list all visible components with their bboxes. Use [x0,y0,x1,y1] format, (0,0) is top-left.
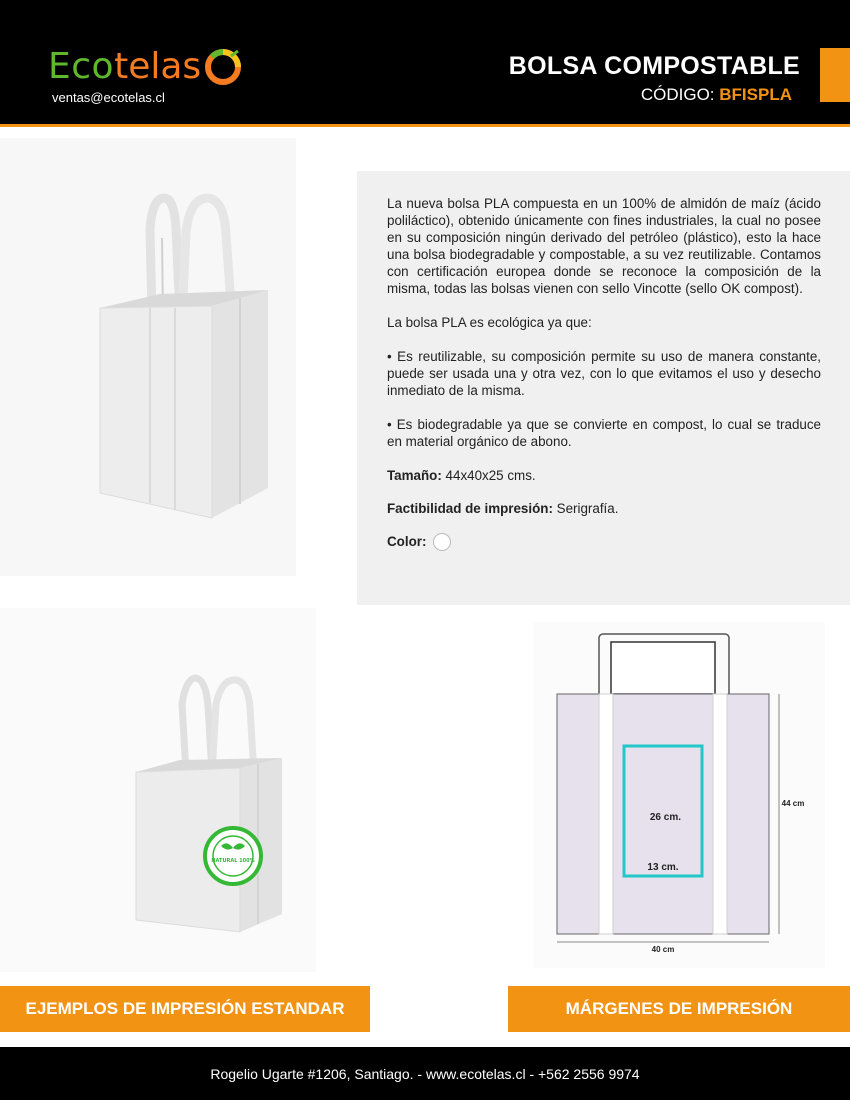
size-label: Tamaño: [387,468,442,483]
description-paragraph: La bolsa PLA es ecológica ya que: [387,315,592,330]
product-code [641,85,792,105]
natural-stamp-icon [205,828,261,884]
product-photo [0,138,296,576]
benefit-item: • Es biodegradable ya que se convierte en compost, lo cual se traduce en material orgánico de abono. [387,417,821,449]
white-color-swatch[interactable] [433,533,451,551]
print-example-photo [0,608,316,972]
bag-dimensions-diagram [533,622,825,968]
header-divider [0,124,850,127]
print-examples-banner: EJEMPLOS DE IMPRESIÓN ESTANDAR [0,986,370,1032]
stamp-text: NATURAL 100% [211,858,255,864]
print-width-label: 13 cm. [647,862,679,873]
size-spec [387,467,821,484]
bag-height-label: 44 cm [781,799,805,808]
print-value: Serigrafía. [556,501,619,516]
benefit-item: • Es reutilizable, su composición permite su uso de manera constante, puede ser usada una y otra vez, con lo que evitamos el uso y desecho inmediato de la misma. [387,349,821,398]
size-value: 44x40x25 cms. [445,468,536,483]
code-label: CÓDIGO: [640,85,715,104]
description-paragraph: La nueva bolsa PLA compuesta en un 100% de almidón de maíz (ácido poliláctico), obtenido únicamente con fines industriales, la cual no posee en su composición ningún derivado del petróleo (plástico), esto la hace una bolsa biodegradable y compostable, a su vez reutilizable. Contamos con certificación europea donde se reconoce la composición de la misma, todas las bolsas vienen con sello Vincotte (sello OK compost). [387,196,821,296]
bag-width-label: 40 cm [651,945,675,954]
print-margins-diagram [533,622,825,968]
contact-email[interactable]: ventas@ecotelas.cl [52,90,165,105]
ecotelas-logo[interactable] [48,44,242,90]
printed-tote-bag-image [0,608,316,972]
header-accent-tab [820,48,850,102]
print-spec [387,500,821,517]
logo-telas-text: telas [114,46,202,87]
description-panel [357,171,850,605]
footer-contact: Rogelio Ugarte #1206, Santiago. - www.ecotelas.cl - +562 2556 9974 [0,1047,850,1100]
color-spec [387,533,821,551]
print-margins-banner: MÁRGENES DE IMPRESIÓN [508,986,850,1032]
logo-eco-text: Eco [48,46,115,87]
code-value: BFISPLA [719,85,792,104]
print-label: Factibilidad de impresión: [387,501,553,516]
white-tote-bag-image [0,138,296,576]
product-title: BOLSA COMPOSTABLE [508,52,800,80]
color-label: Color: [387,534,427,549]
print-height-label: 26 cm. [649,812,681,823]
bag-base-outline [611,642,715,694]
logo-ring-icon [204,48,242,86]
